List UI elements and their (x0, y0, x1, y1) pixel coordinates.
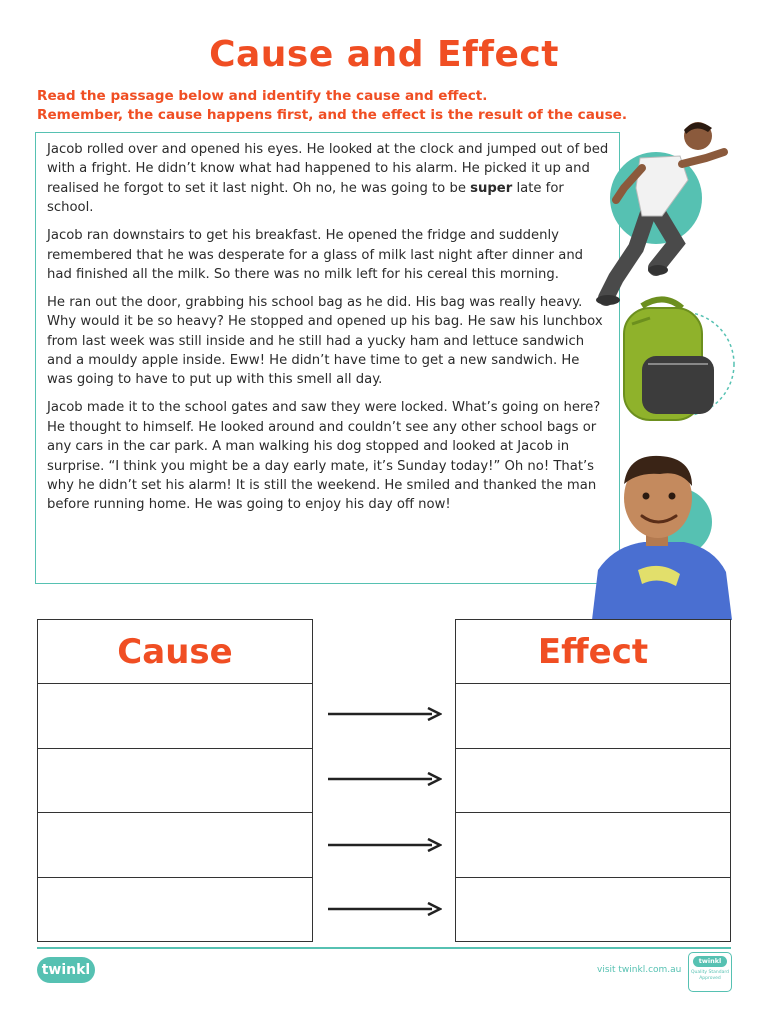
badge-text: Quality Standard Approved (691, 970, 729, 981)
backpack-illustration (612, 294, 740, 424)
effect-answer-box-4[interactable] (456, 878, 730, 941)
instruction-line-2: Remember, the cause happens first, and the effect is the result of the cause. (37, 107, 628, 123)
running-boy-illustration (596, 118, 746, 308)
cause-answer-box-2[interactable] (38, 749, 312, 814)
cause-answer-box-1[interactable] (38, 684, 312, 749)
passage-paragraph-2: Jacob ran downstairs to get his breakfast. He opened the fridge and suddenly remembered that he was desperate for a glass of milk last night after dinner and had finished all the milk. So there was no milk left for his cereal this morning. (47, 228, 584, 282)
right-arrow-icon (328, 902, 442, 916)
cause-answer-box-3[interactable] (38, 813, 312, 878)
right-arrow-icon (328, 772, 442, 786)
page-title: Cause and Effect (209, 34, 559, 75)
passage-box (35, 132, 620, 584)
cause-answer-box-4[interactable] (38, 878, 312, 941)
passage-paragraph-1: Jacob rolled over and opened his eyes. He looked at the clock and jumped out of bed with a fright. He didn’t know what had happened to his alarm. He picked it up and realised he forgot to set it last night. Oh no, he was going to be super late for school. (47, 142, 609, 216)
effect-answer-box-1[interactable] (456, 684, 730, 749)
smiling-boy-illustration (584, 450, 734, 620)
effect-answer-box-2[interactable] (456, 749, 730, 814)
instruction-line-1: Read the passage below and identify the cause and effect. (37, 88, 488, 104)
right-arrow-icon (328, 838, 442, 852)
passage-paragraph-4: Jacob made it to the school gates and saw they were locked. What’s going on here? He thought to himself. He looked around and couldn’t see any other school bags or any cars in the car park. A man walking his dog stopped and looked at Jacob in surprise. “I think you might be a day early mate, it’s Sunday today!” Oh no! That’s why he didn’t set his alarm! It is still the weekend. He smiled and thanked the man before running home. He was going to enjoy his day off now! (47, 400, 601, 513)
website-link[interactable]: visit twinkl.com.au (597, 965, 682, 975)
twinkl-logo[interactable]: twinkl (37, 957, 95, 983)
cause-column (37, 619, 313, 942)
emphasis-word: super (470, 180, 513, 196)
badge-logo: twinkl (693, 956, 727, 967)
quality-badge (688, 952, 732, 992)
passage-paragraph-3: He ran out the door, grabbing his school bag as he did. His bag was really heavy. Why would it be so heavy? He stopped and opened up his bag. He saw his lunchbox from last week was still inside and he still had a yucky ham and lettuce sandwich and a mouldy apple inside. Eww! He didn’t have time to get a new sandwich. He was going to have to put up with this smell all day. (47, 294, 603, 388)
right-arrow-icon (328, 707, 442, 721)
footer-divider (37, 947, 731, 949)
effect-column (455, 619, 731, 942)
effect-answer-box-3[interactable] (456, 813, 730, 878)
effect-header: Effect (456, 620, 730, 684)
cause-header: Cause (38, 620, 312, 684)
